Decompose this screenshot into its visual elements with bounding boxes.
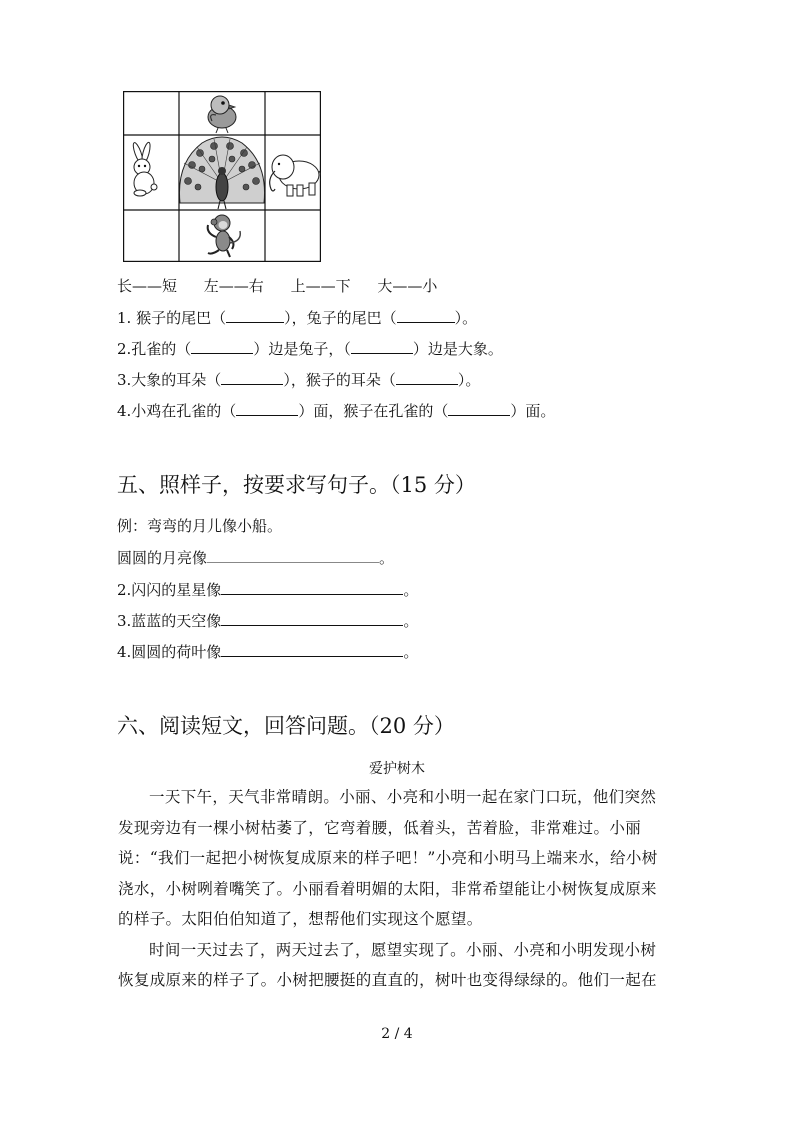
answer-blank[interactable]	[221, 643, 403, 658]
answer-blank[interactable]	[448, 402, 510, 417]
question-4: 4.小鸡在孔雀的（ ）面，猴子在孔雀的（ ）面。	[117, 402, 556, 420]
grid-svg	[123, 91, 321, 262]
pair-item: 左——右	[203, 277, 264, 295]
answer-blank[interactable]	[351, 340, 413, 355]
opposite-pairs	[117, 275, 459, 296]
answer-blank[interactable]	[397, 309, 455, 324]
answer-blank[interactable]	[396, 371, 458, 386]
answer-blank[interactable]	[207, 549, 379, 564]
question-3: 3.大象的耳朵（ ），猴子的耳朵（ ）。	[117, 371, 481, 389]
paragraph: 时间一天过去了，两天过去了，愿望实现了。小丽、小亮和小明发现小树恢复成原来的样子了。小树把腰挺的直直的，树叶也变得绿绿的。他们一起在	[118, 940, 657, 989]
peacock-icon	[179, 137, 264, 209]
sentence-line-3: 3.蓝蓝的天空像 。	[117, 612, 419, 630]
pair-item: 大——小	[377, 277, 438, 295]
question-1: 1. 猴子的尾巴（ ），兔子的尾巴（ ）。	[117, 309, 478, 327]
section-6-title: 六、阅读短文，回答问题。（20 分）	[117, 714, 455, 738]
sentence-line-2: 2.闪闪的星星像 。	[117, 581, 419, 599]
question-2: 2.孔雀的（ ）边是兔子，（ ）边是大象。	[117, 340, 503, 358]
page-number: 2 / 4	[381, 1026, 413, 1042]
pair-item: 上——下	[290, 277, 351, 295]
chick-icon	[208, 96, 236, 133]
pair-item: 长——短	[117, 277, 178, 295]
answer-blank[interactable]	[221, 612, 403, 627]
paragraph: 一天下午，天气非常晴朗。小丽、小亮和小明一起在家门口玩，他们突然发现旁边有一棵小树枯萎了，它弯着腰，低着头，苦着脸，非常难过。小丽说：“我们一起把小树恢复成原来的样子吧！”小亮和小明马上端来水，给小树浇水，小树咧着嘴笑了。小丽看着明媚的太阳，非常希望能让小树恢复成原来的样子。太阳伯伯知道了，想帮他们实现这个愿望。	[118, 788, 658, 928]
article-body	[118, 782, 670, 996]
sentence-line-1: 圆圆的月亮像 。	[117, 549, 395, 567]
animal-position-grid	[123, 91, 321, 262]
answer-blank[interactable]	[236, 402, 298, 417]
answer-blank[interactable]	[221, 371, 283, 386]
section-5-title: 五、照样子，按要求写句子。（15 分）	[117, 473, 476, 497]
answer-blank[interactable]	[191, 340, 253, 355]
example-sentence: 例：弯弯的月儿像小船。	[117, 517, 283, 535]
monkey-icon	[208, 215, 241, 257]
answer-blank[interactable]	[221, 581, 403, 596]
answer-blank[interactable]	[226, 309, 284, 324]
rabbit-icon	[131, 142, 157, 196]
elephant-icon	[270, 155, 321, 196]
sentence-line-4: 4.圆圆的荷叶像 。	[117, 643, 419, 661]
article-title: 爱护树木	[369, 761, 425, 777]
